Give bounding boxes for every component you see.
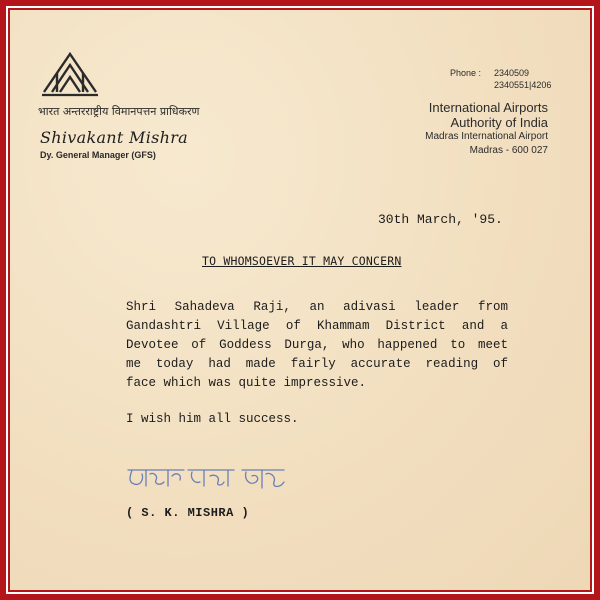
org-line-2: Authority of India	[450, 115, 548, 130]
body-line: Devotee of Goddess Durga, who happened to meet	[126, 338, 508, 352]
body-line: me today had made fairly accurate reading of	[126, 357, 508, 371]
body-line: Shri Sahadeva Raji, an adivasi leader from	[126, 300, 508, 314]
phone-number-1: 2340509	[494, 68, 530, 78]
org-line-1: International Airports	[428, 100, 548, 115]
body-line: Gandashtri Village of Khammam District and a	[126, 319, 508, 333]
hindi-organization-name: भारत अन्तरराष्ट्रीय विमानपत्तन प्राधिकरण	[38, 105, 200, 118]
phone-label: Phone :	[450, 68, 482, 78]
letter-subject: TO WHOMSOEVER IT MAY CONCERN	[202, 254, 402, 268]
org-line-3: Madras International Airport	[425, 131, 548, 142]
letter-date: 30th March, '95.	[378, 212, 503, 227]
organization-address	[425, 100, 548, 158]
letter-body	[126, 298, 528, 393]
typed-signatory: ( S. K. MISHRA )	[126, 506, 250, 520]
designation: Dy. General Manager (GFS)	[40, 150, 156, 160]
handwritten-signature	[124, 462, 294, 494]
letter-closing: I wish him all success.	[126, 412, 299, 426]
script-signatory-name: Shivakant Mishra	[40, 128, 189, 147]
org-line-4: Madras - 600 027	[469, 145, 548, 156]
letter-paper	[10, 10, 590, 590]
phone-number-2: 2340551|4206	[494, 80, 552, 90]
airport-authority-logo-icon	[40, 48, 100, 98]
body-line: face which was quite impressive.	[126, 376, 367, 390]
